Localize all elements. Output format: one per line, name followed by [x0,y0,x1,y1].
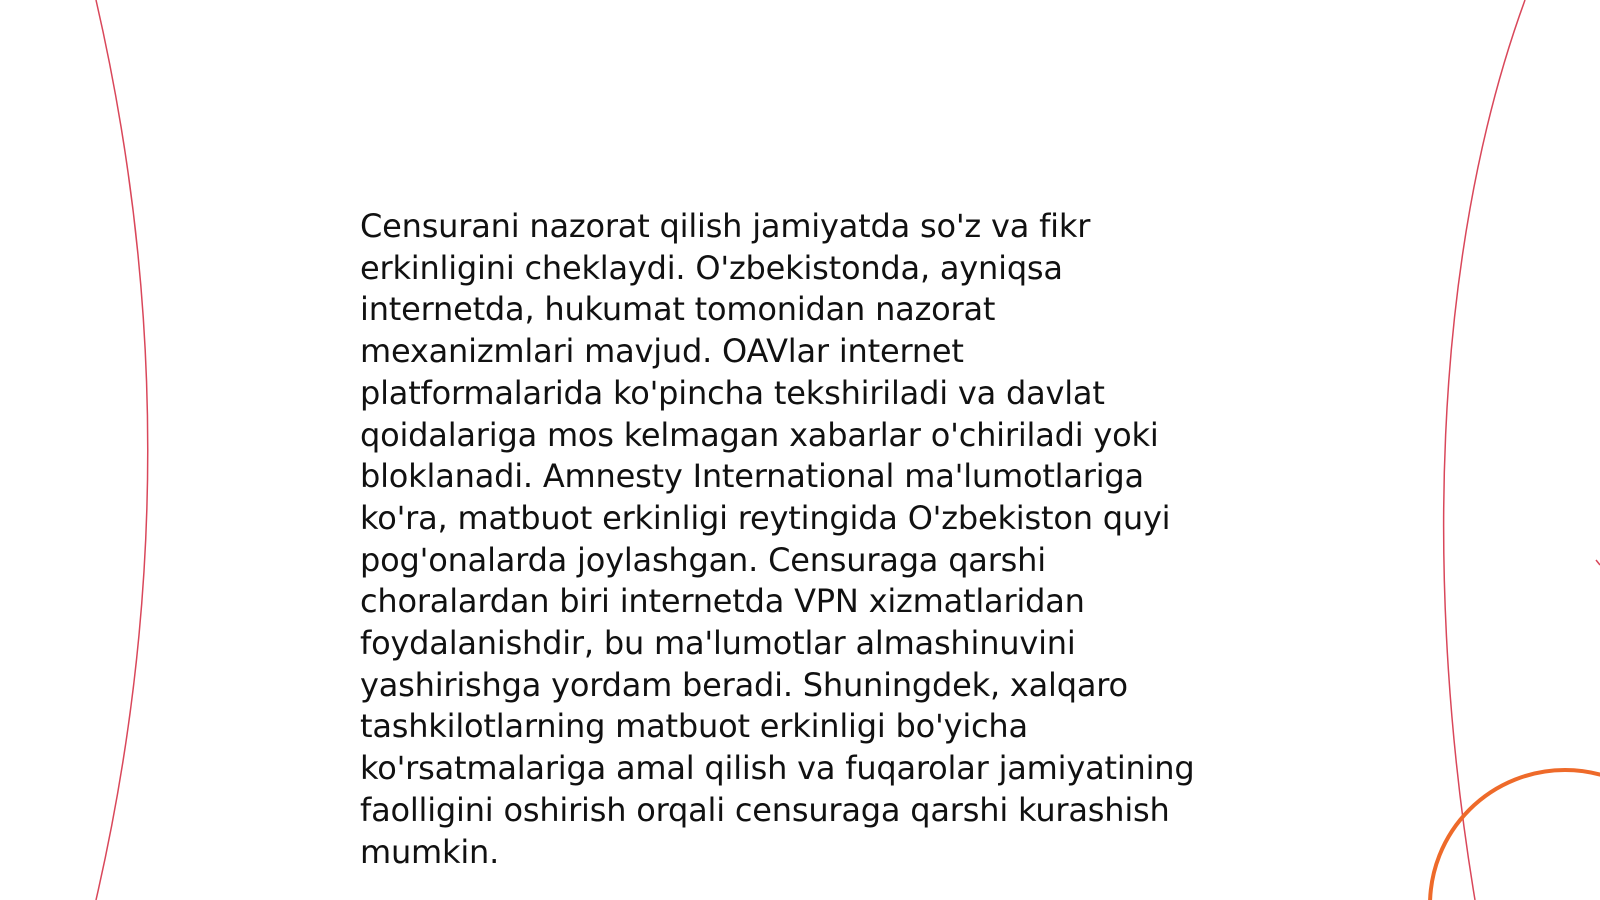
orange-accent-arc [1430,770,1600,900]
body-text: Censurani nazorat qilish jamiyatda so'z va fikr erkinligini cheklaydi. O'zbekistonda, ayniqsa internetda, hukumat tomonidan nazorat mexanizmlari mavjud. OAVlar internet platformalarida ko'pincha tekshiriladi va davlat qoidalariga mos kelmagan xabarlar o'chiriladi yoki bloklanadi. Amnesty International ma'lumotlariga ko'ra, matbuot erkinligi reytingida O'zbekiston quyi pog'onalarda joylashgan. Censuraga qarshi choralardan biri internetda VPN xizmatlaridan foydalanishdir, bu ma'lumotlar almashinuvini yashirishga yordam beradi. Shuningdek, xalqaro tashkilotlarning matbuot erkinligi bo'yicha ko'rsatmalariga amal qilish va fuqarolar jamiyatining faolligini oshirish orqali censuraga qarshi kurashish mumkin. [360,207,1195,871]
right-curve-line [1444,0,1525,900]
left-curve-line [96,0,148,900]
small-tick-mark [1596,560,1600,565]
